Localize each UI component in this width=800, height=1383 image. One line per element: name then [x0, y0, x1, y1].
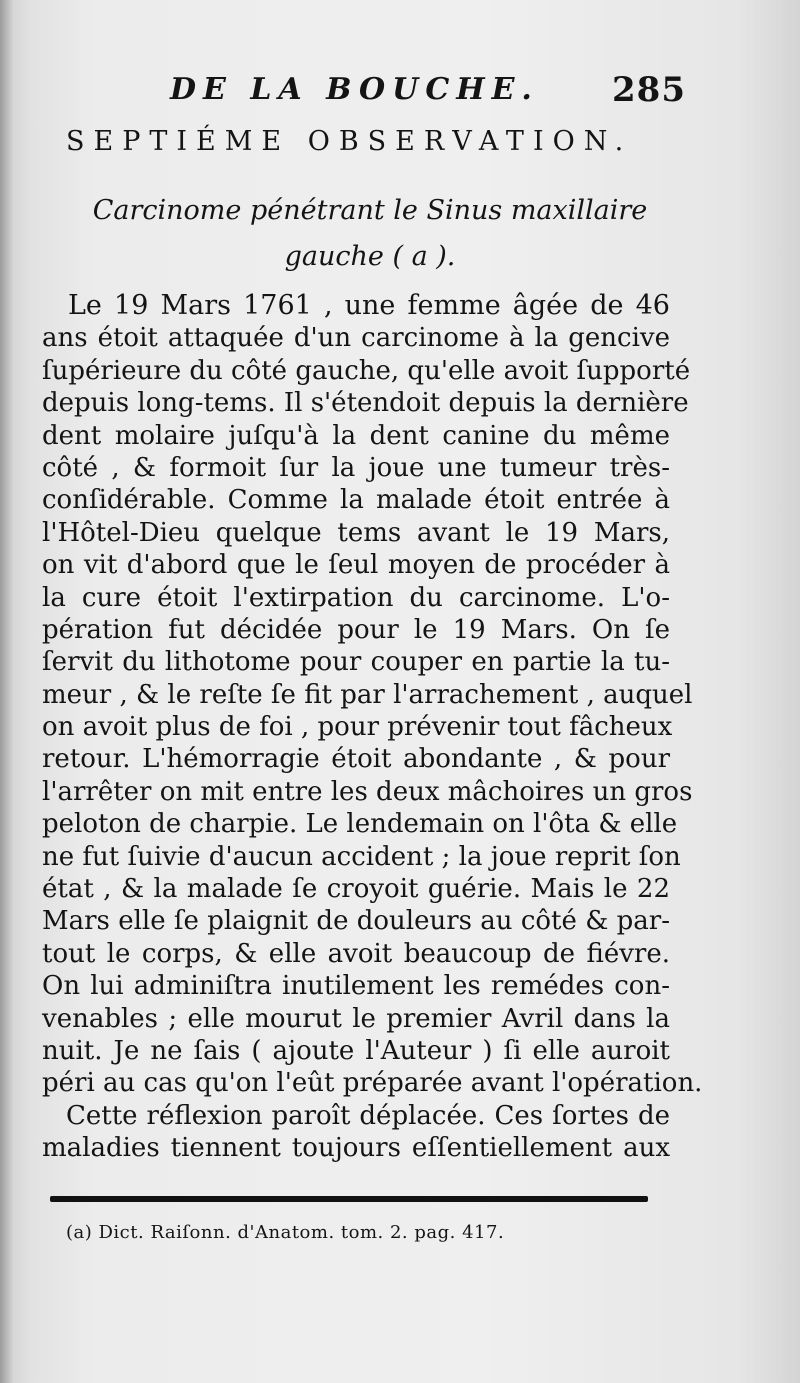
text-line: on avoit plus de foi , pour prévenir tout fâcheux — [42, 712, 673, 743]
footnote-rule — [50, 1196, 648, 1202]
text-line: l'Hôtel-Dieu quelque tems avant le 19 Mars, — [42, 517, 670, 548]
text-line: côté , & formoit ſur la joue une tumeur très- — [42, 452, 670, 483]
text-line: maladies tiennent toujours eſſentiellement aux — [42, 1133, 670, 1164]
text-line: dent molaire juſqu'à la dent canine du même — [42, 420, 670, 451]
text-line: peloton de charpie. Le lendemain on l'ôta & elle — [42, 809, 678, 840]
running-title: DE LA BOUCHE. — [170, 72, 539, 107]
subtitle-line-2: gauche ( a ). — [284, 241, 456, 272]
text-line: pération fut décidée pour le 19 Mars. On ſe — [42, 614, 670, 645]
text-line: Mars elle ſe plaignit de douleurs au côté & par- — [42, 906, 670, 937]
text-line: l'arrêter on mit entre les deux mâchoires un gros — [42, 776, 693, 807]
page-gutter — [0, 0, 14, 1383]
text-line: péri au cas qu'on l'eût préparée avant l'opération. — [42, 1068, 703, 1099]
text-line: conſidérable. Comme la malade étoit entrée à — [42, 485, 670, 516]
footnote: (a) Dict. Raiſonn. d'Anatom. tom. 2. pag. 417. — [66, 1222, 505, 1243]
text-line: depuis long-tems. Il s'étendoit depuis la dernière — [42, 388, 689, 419]
page-number: 285 — [612, 70, 686, 110]
text-line: ans étoit attaquée d'un carcinome à la gencive — [42, 323, 670, 354]
section-title: SEPTIÉME OBSERVATION. — [66, 126, 633, 157]
text-line: on vit d'abord que le ſeul moyen de procéder à — [42, 550, 670, 581]
body-text — [42, 290, 703, 1165]
text-line: tout le corps, & elle avoit beaucoup de fiévre. — [42, 938, 670, 969]
text-line: On lui adminiſtra inutilement les remédes con- — [42, 971, 670, 1002]
text-line: Cette réflexion paroît déplacée. Ces ſortes de — [66, 1100, 670, 1131]
text-line: nuit. Je ne ſais ( ajoute l'Auteur ) ſi elle auroit — [42, 1035, 670, 1066]
observation-subtitle — [60, 188, 680, 280]
text-line: retour. L'hémorragie étoit abondante , & pour — [42, 744, 670, 775]
text-line: ſupérieure du côté gauche, qu'elle avoit ſupporté — [42, 355, 691, 386]
text-line: venables ; elle mourut le premier Avril dans la — [42, 1003, 670, 1034]
text-line: meur , & le reſte ſe fit par l'arrachement , auquel — [42, 679, 693, 710]
subtitle-line-1: Carcinome pénétrant le Sinus maxillaire — [92, 195, 648, 226]
text-line: la cure étoit l'extirpation du carcinome. L'o- — [42, 582, 670, 613]
page-header — [0, 66, 800, 116]
text-line: état , & la malade ſe croyoit guérie. Mais le 22 — [42, 874, 670, 905]
text-line: ſervit du lithotome pour couper en partie la tu- — [42, 647, 670, 678]
text-line: Le 19 Mars 1761 , une femme âgée de 46 — [68, 290, 670, 321]
text-line: ne fut ſuivie d'aucun accident ; la joue reprit ſon — [42, 841, 681, 872]
